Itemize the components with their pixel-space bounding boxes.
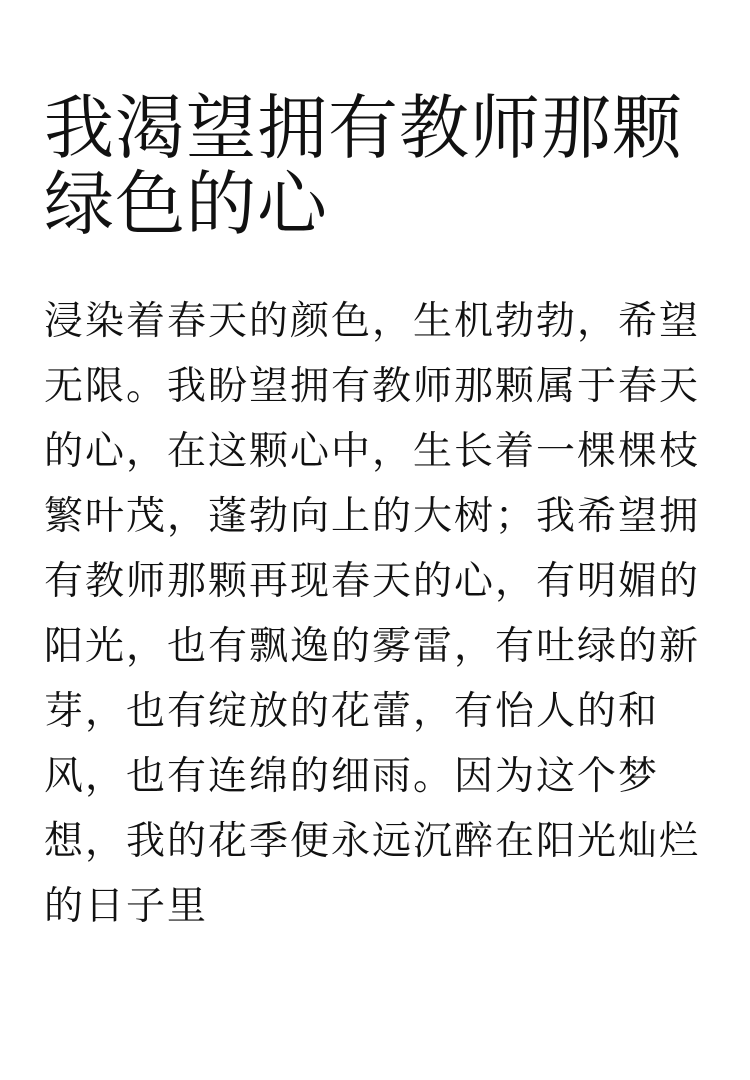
body-paragraph: 浸染着春天的颜色，生机勃勃，希望无限。我盼望拥有教师那颗属于春天的心，在这颗心中，生长着一棵棵枝繁叶茂，蓬勃向上的大树；我希望拥有教师那颗再现春天的心，有明媚的阳光，也有飘逸的雾雷，有吐绿的新芽，也有绽放的花蕾，有怡人的和风，也有连绵的细雨。因为这个梦想，我的花季便永远沉醉在阳光灿烂的日子里 <box>44 299 701 929</box>
page-title: 我渴望拥有教师那颗绿色的心 <box>44 87 683 245</box>
